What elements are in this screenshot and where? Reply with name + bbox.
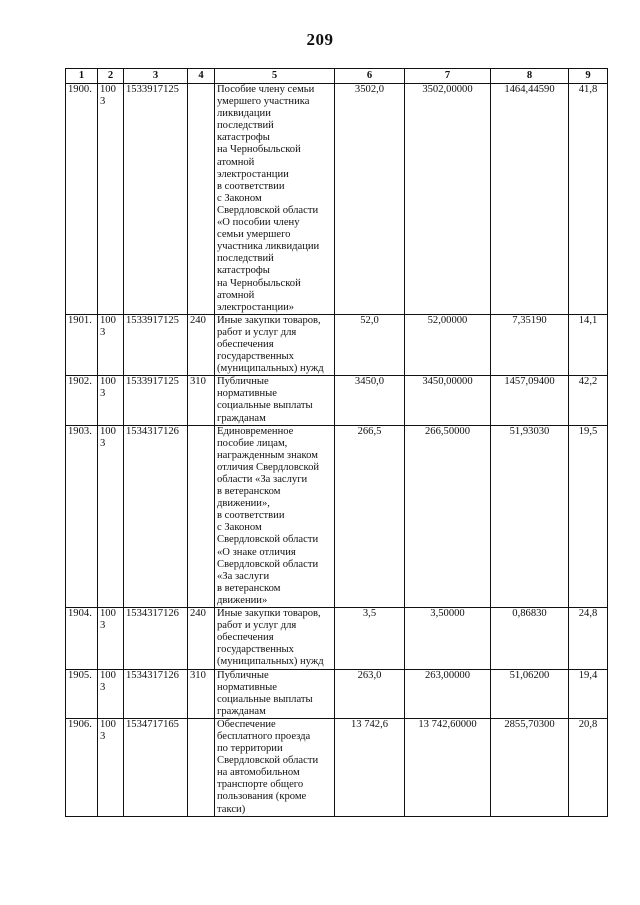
expense-type-cell: 310: [188, 376, 215, 425]
item-name-line: Публичные: [217, 669, 269, 681]
plan-amount-cell: 266,5: [335, 425, 405, 607]
plan-amount-cell: 3,5: [335, 608, 405, 669]
plan-amount-cell: 52,0: [335, 314, 405, 375]
column-header: 9: [569, 69, 608, 84]
item-name-line: на Чернобыльской: [217, 277, 301, 289]
column-header: 5: [215, 69, 335, 84]
row-number-cell: 1905.: [66, 669, 98, 718]
section-code-cell: 1003: [98, 314, 124, 375]
item-name-cell: [215, 608, 335, 669]
item-name-line: пособие лицам,: [217, 437, 288, 449]
item-name-line: нормативные: [217, 681, 277, 693]
item-name-line: Иные закупки товаров,: [217, 314, 321, 326]
table-row: [66, 425, 608, 607]
item-name-line: социальные выплаты: [217, 693, 313, 705]
execution-percent-cell: 20,8: [569, 718, 608, 816]
item-name-line: Пособие члену семьи: [217, 84, 315, 95]
column-header: 1: [66, 69, 98, 84]
item-name-line: катастрофы: [217, 265, 270, 277]
executed-amount-cell: 51,93030: [491, 425, 569, 607]
row-number-cell: 1903.: [66, 425, 98, 607]
executed-amount-cell: 2855,70300: [491, 718, 569, 816]
approved-amount-cell: 3502,00000: [405, 84, 491, 315]
budget-table: [65, 68, 608, 817]
target-code-cell: 1533917125: [124, 84, 188, 315]
column-header: 3: [124, 69, 188, 84]
item-name-line: с Законом: [217, 192, 262, 204]
plan-amount-cell: 3450,0: [335, 376, 405, 425]
approved-amount-cell: 266,50000: [405, 425, 491, 607]
table-header-row: [66, 69, 608, 84]
item-name-line: «О знаке отличия: [217, 546, 296, 558]
execution-percent-cell: 19,4: [569, 669, 608, 718]
item-name-line: с Законом: [217, 522, 262, 534]
item-name-line: отличия Свердловской: [217, 461, 320, 473]
section-code-cell: 1003: [98, 608, 124, 669]
item-name-line: Иные закупки товаров,: [217, 608, 321, 620]
item-name-line: на автомобильном: [217, 767, 300, 779]
item-name-line: «За заслуги: [217, 570, 270, 582]
row-number-cell: 1900.: [66, 84, 98, 315]
table-row: [66, 669, 608, 718]
item-name-line: в ветеранском: [217, 486, 281, 498]
row-number-cell: 1902.: [66, 376, 98, 425]
approved-amount-cell: 52,00000: [405, 314, 491, 375]
item-name-line: работ и услуг для: [217, 620, 297, 632]
executed-amount-cell: 1457,09400: [491, 376, 569, 425]
item-name-line: социальные выплаты: [217, 400, 313, 412]
item-name-line: (муниципальных) нужд: [217, 656, 324, 668]
item-name-line: электростанции: [217, 168, 289, 180]
item-name-line: пользования (кроме: [217, 791, 307, 803]
item-name-line: электростанции»: [217, 301, 295, 313]
item-name-line: катастрофы: [217, 132, 270, 144]
expense-type-cell: 240: [188, 314, 215, 375]
section-code-cell: 1003: [98, 718, 124, 816]
target-code-cell: 1533917125: [124, 376, 188, 425]
item-name-line: работ и услуг для: [217, 326, 297, 338]
execution-percent-cell: 14,1: [569, 314, 608, 375]
plan-amount-cell: 263,0: [335, 669, 405, 718]
execution-percent-cell: 24,8: [569, 608, 608, 669]
row-number-cell: 1901.: [66, 314, 98, 375]
expense-type-cell: 310: [188, 669, 215, 718]
item-name-line: последствий: [217, 120, 274, 132]
item-name-line: области «За заслуги: [217, 474, 308, 485]
item-name-line: такси): [217, 803, 246, 815]
execution-percent-cell: 41,8: [569, 84, 608, 315]
item-name-line: участника ликвидации: [217, 241, 320, 253]
item-name-line: Обеспечение: [217, 718, 276, 730]
executed-amount-cell: 51,06200: [491, 669, 569, 718]
column-header: 6: [335, 69, 405, 84]
section-code-cell: 1003: [98, 84, 124, 315]
item-name-cell: [215, 376, 335, 425]
item-name-line: Единовременное: [217, 425, 294, 437]
item-name-line: бесплатного проезда: [217, 730, 311, 742]
table-row: [66, 608, 608, 669]
approved-amount-cell: 13 742,60000: [405, 718, 491, 816]
item-name-cell: [215, 84, 335, 315]
item-name-line: последствий: [217, 253, 274, 265]
item-name-line: государственных: [217, 351, 294, 363]
item-name-line: государственных: [217, 644, 294, 656]
item-name-cell: [215, 669, 335, 718]
item-name-cell: [215, 425, 335, 607]
item-name-line: обеспечения: [217, 338, 274, 350]
item-name-line: Свердловской области: [217, 755, 319, 767]
item-name-line: Публичные: [217, 376, 269, 388]
item-name-line: движении»: [217, 594, 268, 606]
item-name-line: ликвидации: [217, 108, 271, 120]
plan-amount-cell: 13 742,6: [335, 718, 405, 816]
executed-amount-cell: 0,86830: [491, 608, 569, 669]
item-name-line: Свердловской области: [217, 558, 319, 570]
expense-type-cell: [188, 84, 215, 315]
expense-type-cell: 240: [188, 608, 215, 669]
item-name-line: Свердловской области: [217, 204, 319, 216]
row-number-cell: 1904.: [66, 608, 98, 669]
item-name-line: семьи умершего: [217, 229, 291, 241]
item-name-line: на Чернобыльской: [217, 144, 301, 156]
execution-percent-cell: 19,5: [569, 425, 608, 607]
column-header: 8: [491, 69, 569, 84]
section-code-cell: 1003: [98, 425, 124, 607]
table-row: [66, 314, 608, 375]
column-header: 7: [405, 69, 491, 84]
item-name-line: атомной: [217, 289, 255, 301]
execution-percent-cell: 42,2: [569, 376, 608, 425]
approved-amount-cell: 3,50000: [405, 608, 491, 669]
item-name-line: «О пособии члену: [217, 217, 300, 229]
item-name-line: гражданам: [217, 705, 266, 717]
target-code-cell: 1534317126: [124, 669, 188, 718]
item-name-line: обеспечения: [217, 632, 274, 644]
executed-amount-cell: 7,35190: [491, 314, 569, 375]
section-code-cell: 1003: [98, 669, 124, 718]
plan-amount-cell: 3502,0: [335, 84, 405, 315]
item-name-line: движении»,: [217, 498, 270, 510]
item-name-line: Свердловской области: [217, 534, 319, 546]
item-name-line: умершего участника: [217, 96, 310, 108]
section-code-cell: 1003: [98, 376, 124, 425]
column-header: 4: [188, 69, 215, 84]
expense-type-cell: [188, 718, 215, 816]
item-name-line: нормативные: [217, 388, 277, 400]
item-name-line: в соответствии: [217, 180, 285, 192]
target-code-cell: 1533917125: [124, 314, 188, 375]
item-name-cell: [215, 314, 335, 375]
expense-type-cell: [188, 425, 215, 607]
item-name-line: (муниципальных) нужд: [217, 363, 324, 375]
item-name-line: в соответствии: [217, 510, 285, 522]
row-number-cell: 1906.: [66, 718, 98, 816]
executed-amount-cell: 1464,44590: [491, 84, 569, 315]
table-row: [66, 718, 608, 816]
item-name-line: награжденным знаком: [217, 449, 318, 461]
item-name-line: гражданам: [217, 412, 266, 424]
item-name-line: атомной: [217, 156, 255, 168]
item-name-line: транспорте общего: [217, 779, 304, 791]
target-code-cell: 1534317126: [124, 425, 188, 607]
item-name-cell: [215, 718, 335, 816]
table-row: [66, 376, 608, 425]
approved-amount-cell: 3450,00000: [405, 376, 491, 425]
table-body: [66, 84, 608, 817]
column-header: 2: [98, 69, 124, 84]
target-code-cell: 1534717165: [124, 718, 188, 816]
page-number: 209: [306, 30, 334, 49]
item-name-line: в ветеранском: [217, 582, 281, 594]
approved-amount-cell: 263,00000: [405, 669, 491, 718]
table-row: [66, 84, 608, 315]
item-name-line: по территории: [217, 743, 283, 755]
target-code-cell: 1534317126: [124, 608, 188, 669]
